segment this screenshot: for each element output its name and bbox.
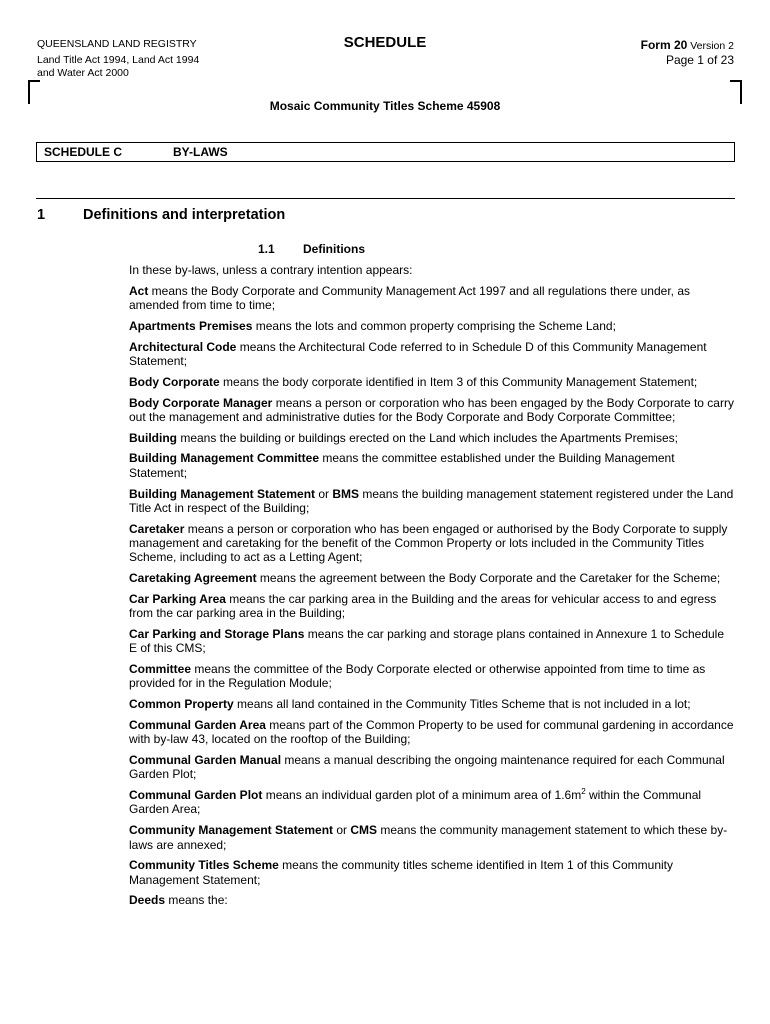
definition-term: Common Property (129, 697, 234, 712)
definition-text: means the: (165, 893, 228, 908)
definition-item (129, 431, 735, 445)
definition-item (129, 319, 735, 333)
acts-line-1: Land Title Act 1994, Land Act 1994 (37, 54, 200, 66)
acts-line-2: and Water Act 2000 (37, 67, 129, 79)
schedule-box (36, 142, 735, 162)
definition-item (129, 662, 735, 691)
definition-item (129, 858, 735, 887)
definition-text: means an individual garden plot of a minimum area of 1.6m (262, 788, 582, 803)
definition-item (129, 592, 735, 621)
definition-item (129, 284, 735, 313)
definition-term: Communal Garden Plot (129, 788, 263, 803)
definition-term-alt: CMS (350, 823, 378, 838)
definition-term: Architectural Code (129, 339, 237, 354)
section-divider (36, 198, 735, 199)
definition-term: Body Corporate Manager (129, 395, 273, 410)
definition-text: means the building management statement registered under the Land Title Act in respect of the Building; (129, 486, 734, 515)
subsection-number: 1.1 (258, 242, 275, 256)
definition-term: Communal Garden Manual (129, 753, 282, 768)
document-type: SCHEDULE (343, 34, 427, 51)
definition-item (129, 487, 735, 516)
definition-item (129, 893, 735, 907)
definition-text: means the community management statement to which these by-laws are annexed; (129, 823, 728, 852)
definitions-list (129, 284, 735, 908)
form-number: Form 20 (640, 38, 688, 52)
definition-term: Body Corporate (129, 374, 220, 389)
definition-item (129, 522, 735, 565)
form-line (641, 38, 734, 53)
definition-term: Deeds (129, 893, 166, 908)
schedule-label: SCHEDULE C (44, 145, 123, 159)
definition-item (129, 451, 735, 480)
definition-text: or (315, 486, 333, 501)
scheme-title: Mosaic Community Titles Scheme 45908 (269, 99, 501, 113)
definition-text: means part of the Common Property to be used for communal gardening in accordance with by-law 43, located on the rooftop of the Building; (129, 717, 734, 747)
definition-term: Caretaking Agreement (129, 571, 257, 586)
definition-item (129, 823, 735, 852)
definition-text: means the Architectural Code referred to in Schedule D of this Community Management Statement; (129, 339, 707, 368)
section-number: 1 (37, 207, 46, 223)
definition-text: means the building or buildings erected on the Land which includes the Apartments Premises; (177, 430, 678, 445)
definition-term: Community Titles Scheme (129, 858, 279, 873)
definition-text: within the Communal Garden Area; (129, 788, 702, 817)
definition-text: means a person or corporation who has been engaged by the Body Corporate to carry out the management and administrative duties for the Body Corporate and Body Corporate Committee; (129, 395, 734, 424)
definition-text: means the car parking area in the Building and the areas for vehicular access to and egress from the car parking area in the Building; (129, 591, 717, 621)
definition-item (129, 571, 735, 585)
definition-item (129, 718, 735, 747)
form-version: Version 2 (690, 40, 734, 52)
definition-term: Building Management Statement (129, 486, 316, 501)
definition-text: means the agreement between the Body Corporate and the Caretaker for the Scheme; (256, 571, 721, 586)
page-number: Page 1 of 23 (665, 53, 734, 67)
definition-term: Committee (129, 662, 192, 677)
definition-item (129, 788, 735, 817)
definition-text: means the Body Corporate and Community Management Act 1997 and all regulations there under, as amended from time to time; (129, 283, 691, 313)
definition-text: means the committee established under the Building Management Statement; (129, 451, 675, 480)
definition-item (129, 627, 735, 656)
definition-item (129, 340, 735, 369)
definition-text: means a person or corporation who has been engaged or authorised by the Body Corporate to supply management and caretaking for the benefit of the Common Property or lots included in the Community Titles Scheme, including to act as a Letting Agent; (129, 521, 728, 565)
definition-item (129, 697, 735, 711)
definition-term: Community Management Statement (129, 823, 334, 838)
registry-name: QUEENSLAND LAND REGISTRY (37, 38, 197, 50)
definition-term-alt: BMS (332, 486, 360, 501)
definition-text: means the community titles scheme identified in Item 1 of this Community Management Statement; (129, 858, 673, 887)
definition-term: Building (129, 430, 177, 445)
definition-text: means the body corporate identified in Item 3 of this Community Management Statement; (219, 374, 698, 389)
definition-term: Communal Garden Area (129, 717, 266, 732)
definition-term: Caretaker (129, 521, 185, 536)
definition-term: Act (129, 283, 149, 298)
definition-text: means all land contained in the Community Titles Scheme that is not included in a lot; (233, 697, 691, 712)
header-right (641, 38, 734, 67)
definition-text: means a manual describing the ongoing maintenance required for each Communal Garden Plot; (129, 753, 725, 782)
definition-term: Car Parking Area (129, 591, 226, 606)
intro-paragraph: In these by-laws, unless a contrary intention appears: (129, 263, 413, 277)
subsection-title: Definitions (303, 242, 365, 256)
schedule-title: BY-LAWS (173, 145, 228, 159)
superscript: 2 (581, 787, 586, 797)
definition-term: Car Parking and Storage Plans (129, 626, 305, 641)
definition-text: means the lots and common property comprising the Scheme Land; (252, 318, 616, 333)
document-body (129, 263, 735, 914)
definition-text: or (333, 823, 351, 838)
section-title: Definitions and interpretation (83, 207, 286, 223)
definition-item (129, 375, 735, 389)
definition-text: means the car parking and storage plans contained in Annexure 1 to Schedule E of this CMS; (129, 626, 725, 656)
definition-term: Apartments Premises (129, 318, 253, 333)
definition-item (129, 396, 735, 425)
definition-item (129, 753, 735, 782)
definition-text: means the committee of the Body Corporate elected or otherwise appointed from time to time as provided for in the Regulation Module; (129, 662, 706, 691)
definition-term: Building Management Committee (129, 451, 320, 466)
